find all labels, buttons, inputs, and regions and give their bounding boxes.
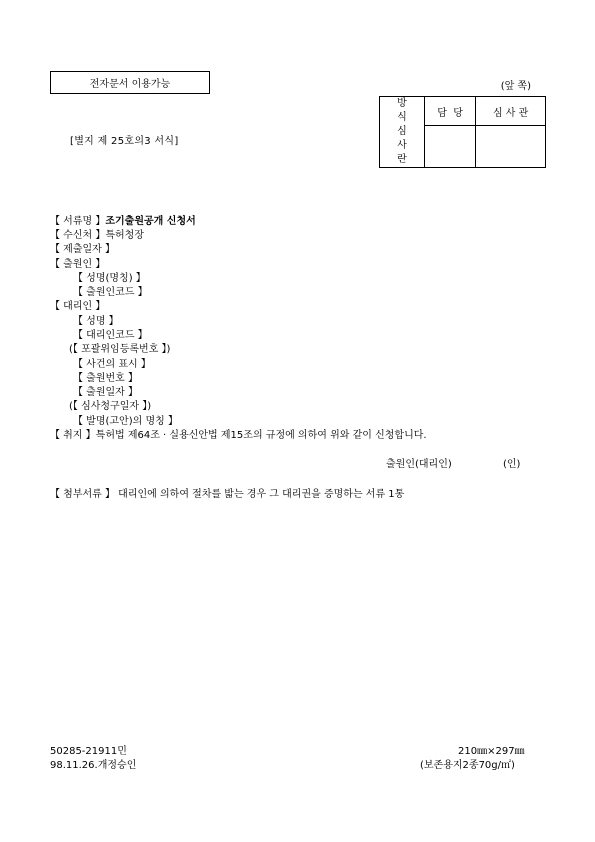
footer-code: 50285-21911민 [50,746,127,757]
seal-mark: (인) [503,459,521,470]
signature-label: 출원인(대리인) [386,459,452,470]
review-col-officer: 담 당 [425,97,476,126]
agent-name-row: 【 성명 】 [73,316,119,327]
footer-size: 210㎜×297㎜ [458,746,525,757]
electronic-doc-box [50,71,210,94]
footer-paper: (보존용지2종70g/㎡) [420,760,515,771]
applicant-name-row: 【 성명(명칭) 】 [73,273,146,284]
attachment-row: 【 첨부서류 】 대리인에 의하여 절차를 밟는 경우 그 대리권을 증명하는 서류 1통 [50,489,405,500]
exam-request-date-row: (【 심사청구일자 】) [69,401,152,412]
review-cell-officer[interactable] [425,126,476,168]
agent-code-row: 【 대리인코드 】 [73,330,148,341]
agent-reg-no-row: (【 포괄위임등록번호 】) [69,344,171,355]
invention-name-row: 【 발명(고안)의 명칭 】 [73,416,178,427]
submit-date-row: 【 제출일자 】 [50,244,115,255]
doc-name-label: 【 서류명 】 [50,216,106,227]
applicant-code-row: 【 출원인코드 】 [73,287,148,298]
doc-name-row [50,212,196,227]
form-number: [별지 제 25호의3 서식] [70,136,179,147]
review-table [379,96,546,168]
app-number-row: 【 출원번호 】 [73,373,138,384]
footer-approval: 98.11.26.개정승인 [50,760,137,771]
review-cell-examiner[interactable] [476,126,546,168]
review-method-header: 방 식 심 사 란 [380,97,425,168]
electronic-doc-label: 전자문서 이용가능 [89,79,171,90]
recipient-row: 【 수신처 】특허청장 [50,230,144,241]
app-date-row: 【 출원일자 】 [73,387,138,398]
review-col-examiner: 심 사 관 [476,97,546,126]
applicant-row: 【 출원인 】 [50,259,106,270]
case-display-row: 【 사건의 표시 】 [73,359,151,370]
agent-row: 【 대리인 】 [50,301,106,312]
doc-name-value: 조기출원공개 신청서 [105,216,196,227]
purpose-row: 【 취지 】특허법 제64조 · 실용신안법 제15조의 규정에 의하여 위와 같이 신청합니다. [50,430,427,441]
side-label: (앞 쪽) [500,81,531,92]
